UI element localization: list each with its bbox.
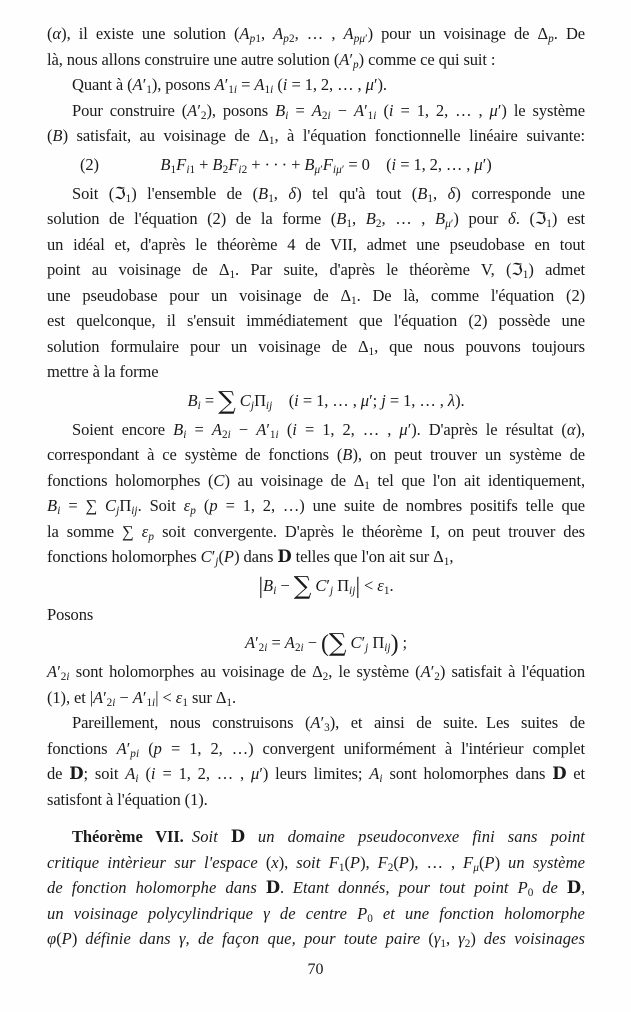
- paragraph: [47, 98, 585, 149]
- text-line: est quelconque, il s'ensuit immédiatement que l'équation (2) possède une: [47, 311, 585, 330]
- text-line: (B) satisfait, au voisinage de $\Delta_1$, à l'équation fonctionnelle linéaire suivante:: [47, 126, 586, 147]
- text-line: Théorème VII. Soit D un domaine pseudoconvexe fini sans point: [72, 827, 585, 846]
- text-line: critique intèrieur sur l'espace (x), soit $F_1(P)$, $F_2(P)$, … , $F_\mu(P)$ un système: [47, 852, 586, 874]
- paragraph: [47, 181, 585, 385]
- text-line: Pareillement, nous construisons $(A'_3)$, et ainsi de suite. Les suites de: [72, 713, 585, 734]
- text-line: solution formulaire pour un voisinage de $\Delta_1$, que nous pouvons toujours: [47, 336, 585, 358]
- display-equation: [47, 572, 585, 600]
- text-line: fonctions $A'_{pi}$ (p = 1, 2, …) convergent uniformément à l'intérieur complet: [47, 738, 585, 760]
- display-equation: [47, 387, 585, 415]
- equation-body: $B_1F_{i1} + B_2F_{i2}$ + · · · + $B_{\mu'}F_{i\mu'} = 0$ (i = 1, 2, … , μ′): [160, 154, 492, 176]
- text-line: fonctions holomorphes $C'_j(P)$ dans D telles que l'on ait sur $\Delta_1$,: [47, 547, 454, 568]
- text-line: Soit (ℑ$_1$) l'ensemble de ($B_1$, δ) tel qu'à tout ($B_1$, δ) corresponde une: [72, 183, 586, 205]
- paragraph: [47, 710, 585, 812]
- text-line: solution de l'équation (2) de la forme ($B_1$, $B_2$, … , $B_{\mu'}$) pour δ. (ℑ$_1$) est: [47, 209, 586, 230]
- paragraph: [47, 21, 585, 72]
- paragraph: [47, 824, 585, 952]
- text-line: point au voisinage de $\Delta_1$. Par suite, d'après le théorème V, (ℑ$_1$) admet: [47, 260, 585, 281]
- paragraph: [47, 659, 585, 710]
- text-line: Soient encore $B_i = A_{2i} - A'_{1i}$ (i = 1, 2, … , μ′). D'après le résultat (α),: [72, 419, 585, 441]
- text-line: une pseudobase pour un voisinage de $\Delta_1$. De là, comme l'équation (2): [47, 285, 585, 307]
- text-line: fonctions holomorphes (C) au voisinage de $\Delta_1$ tel que l'on ait identiquement,: [47, 470, 585, 492]
- text-line: $B_i$ = ∑ $C_j\Pi_{ij}$. Soit $\varepsilon_p$ (p = 1, 2, …) une suite de nombres positifs telle que: [47, 496, 585, 517]
- text-line: là, nous allons construire une autre solution $(A'_p)$ comme ce qui suit :: [47, 49, 496, 71]
- equation-body: $A'_{2i} = A_{2i}$ − (∑ $C'_j$ $\Pi_{ij}$) ;: [244, 628, 408, 657]
- text-line: Quant à $(A'_1)$, posons $A'_{1i} = A_{1i}$ (i = 1, 2, … , μ′).: [72, 75, 387, 96]
- text-line: un voisinage polycylindrique γ de centre $P_0$ et une fonction holomorphe: [47, 903, 585, 925]
- paragraph: [47, 602, 585, 628]
- text-line: correspondant à ce système de fonctions (B), on peut trouver un système de: [47, 445, 585, 464]
- text-line: Pour construire $(A'_2)$, posons $B_i = A_{2i} - A'_{1i}$ (i = 1, 2, … , μ′) le système: [72, 100, 585, 122]
- text-line: (α), il existe une solution ($A_{p1}$, $A_{p2}$, … , $A_{p\mu'}$) pour un voisinage de $\Delta_p$. De: [47, 24, 585, 45]
- text-line: de D; soit $A_i$ (i = 1, 2, … , μ′) leurs limites; $A_i$ sont holomorphes dans D et: [47, 764, 586, 785]
- display-equation: [47, 151, 585, 179]
- equation-number: (2): [80, 154, 99, 174]
- text-line: $A'_{2i}$ sont holomorphes au voisinage de $\Delta_2$, le système $(A'_2)$ satisfait à l'équation: [47, 662, 585, 683]
- text-line: satisfont à l'équation (1).: [47, 789, 208, 809]
- page-number: 70: [307, 961, 324, 978]
- equation-body: $|B_i$ − ∑ $C'_j$ $\Pi_{ij}| < \varepsilon_1$.: [258, 570, 394, 600]
- text-line: un idéal et, d'après le théorème 4 de VII, admet une pseudobase en tout: [47, 234, 585, 254]
- text-line: φ(P) définie dans γ, de façon que, pour toute paire ($\gamma_1$, $\gamma_2$) des voisinages: [47, 929, 585, 950]
- text-line: mettre à la forme: [47, 362, 159, 381]
- paragraph-space: [47, 812, 585, 824]
- text-line: (1), et $|A'_{2i} - A'_{1i}| < \varepsilon_1$ sur $\Delta_1$.: [47, 687, 237, 709]
- text-line: de fonction holomorphe dans D. Etant donnés, pour tout point $P_0$ de D,: [47, 878, 586, 899]
- paragraph: [47, 72, 585, 98]
- display-equation: [47, 629, 585, 657]
- text-line: la somme ∑ $\varepsilon_p$ soit convergente. D'après le théorème I, on peut trouver des: [47, 521, 585, 543]
- text-line: Posons: [47, 604, 94, 624]
- page-body: [47, 21, 585, 952]
- paragraph: [47, 417, 585, 570]
- equation-body: $B_i$ = ∑ $C_j\Pi_{ij}$ (i = 1, … , μ′; j = 1, … , λ).: [187, 385, 465, 415]
